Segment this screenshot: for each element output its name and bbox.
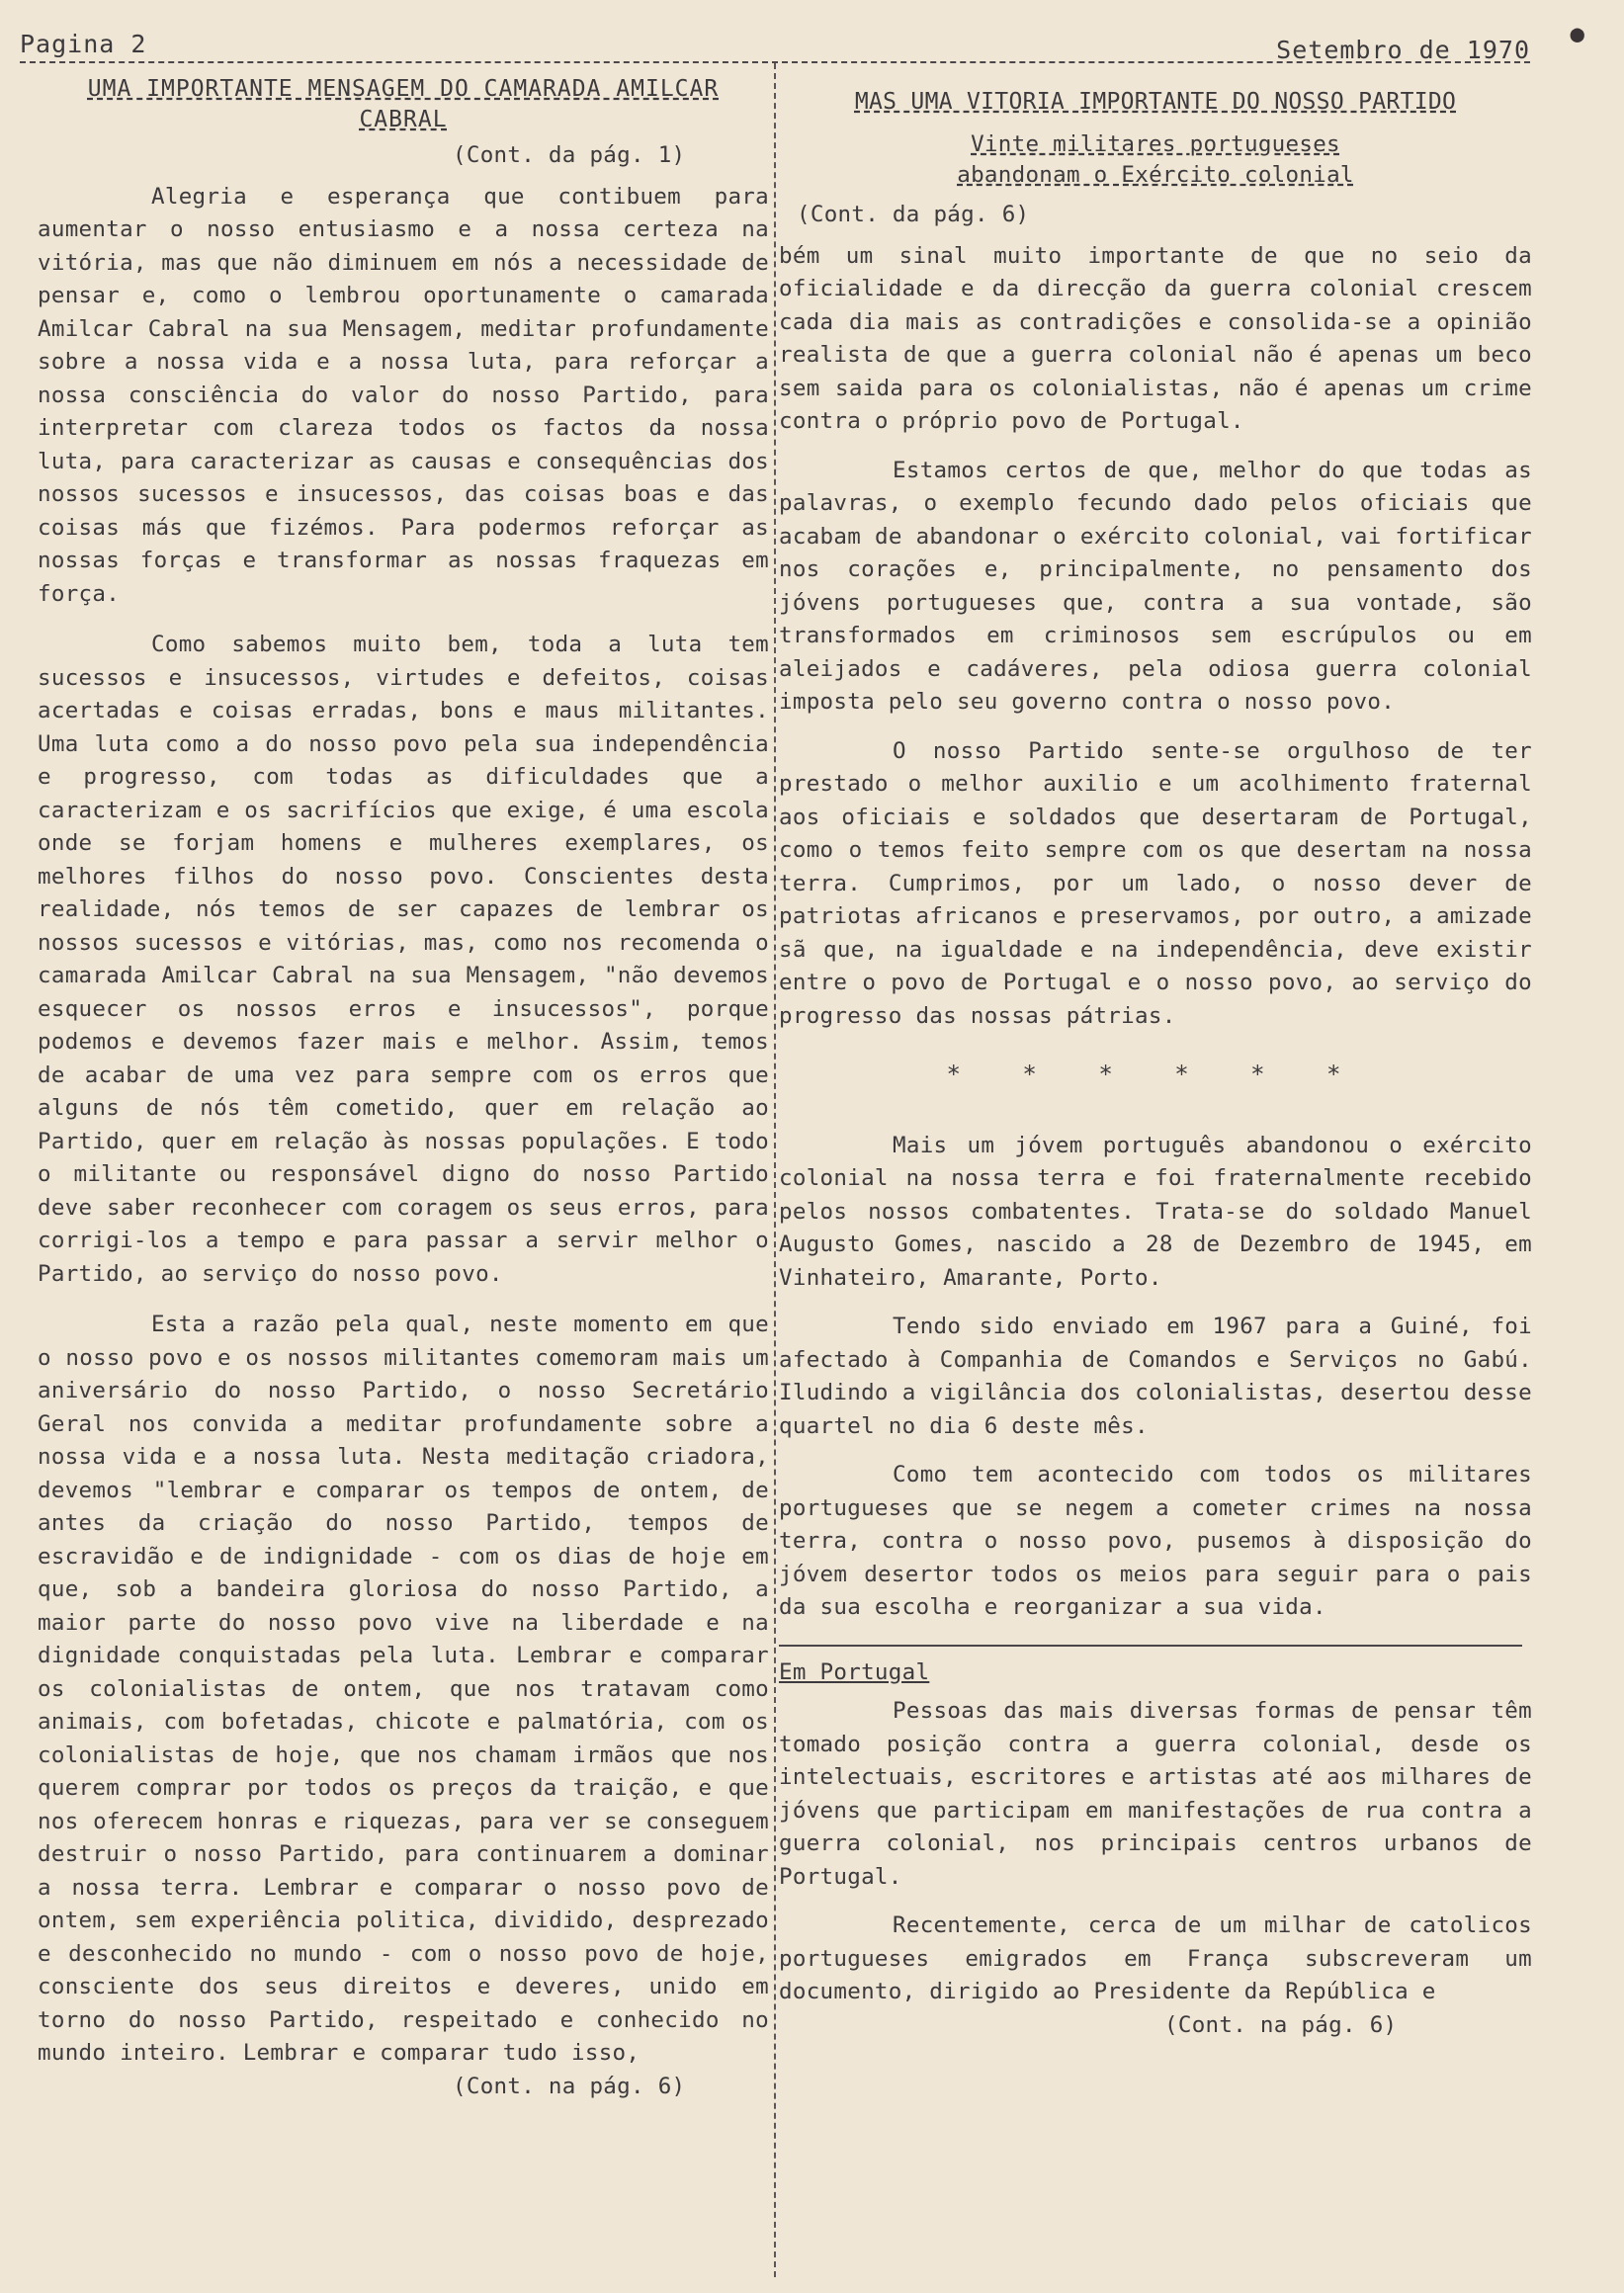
right-paragraph-4: Mais um jóvem português abandonou o exército colonial na nossa terra e foi fraternalmente recebido pelos nossos combatentes. Trata-se do soldado Manuel Augusto Gomes, nascido a 28 de Dezembro de 1945, em Vinhateiro, Amarante, Porto.: [779, 1132, 1532, 1291]
left-article-title: UMA IMPORTANTE MENSAGEM DO CAMARADA AMILCAR CABRAL: [87, 76, 720, 132]
left-paragraph-2: Como sabemos muito bem, toda a luta tem sucessos e insucessos, virtudes e defeitos, coisas acertadas e coisas erradas, bons e maus militantes. Uma luta como a do nosso povo pela sua independência e progresso, com todas as dificuldades que a caracterizam e os sacrifícios que exige, é uma escola onde se forjam homens e mulheres exemplares, os melhores filhos do nosso povo. Conscientes desta realidade, nós temos de ser capazes de lembrar os nossos sucessos e vitórias, mas, como nos recomenda o camarada Amilcar Cabral na sua Mensagem, "não devemos esquecer os nossos erros e insucessos", porque podemos e devemos fazer mais e melhor. Assim, temos de acabar de uma vez para sempre com os erros que alguns de nós têm cometido, quer em relação ao Partido, quer em relação às nossas populações. E todo o militante ou responsável digno do nosso Partido deve saber reconhecer com coragem os seus erros, para corrigi-los a tempo e para passar a servir melhor o Partido, ao serviço do nosso povo.: [38, 632, 769, 1287]
page-number: Pagina 2: [20, 30, 147, 58]
right-continued-from: (Cont. da pág. 6): [797, 202, 1030, 227]
column-divider: [774, 63, 776, 2277]
left-paragraph-3: Esta a razão pela qual, neste momento em que o nosso povo e os nossos militantes comemoram mais um aniversário do nosso Partido, o nosso Secretário Geral nos convida a meditar profundamente sobre a nossa vida e a nossa luta. Nesta meditação criadora, devemos "lembrar e comparar os tempos de ontem, de antes da criação do nosso Partido, tempos de escravidão e de indignidade - com os dias de hoje em que, sob a bandeira gloriosa do nosso Partido, a maior parte do nosso povo vive na liberdade e na dignidade conquistadas pela luta. Lembrar e comparar os colonialistas de ontem, que nos tratavam como animais, com bofetadas, chicote e palmatória, com os colonialistas de hoje, que nos chamam irmãos que nos querem comprar por todos os preços da traição, e que nos oferecem honras e riquezas, para ver se conseguem destruir o nosso Partido, para continuarem a dominar a nossa terra. Lembrar e comparar o nosso povo de ontem, sem experiência politica, dividido, desprezado e desconhecido no mundo - com o nosso povo de hoje, consciente dos seus direitos e deveres, unido em torno do nosso Partido, respeitado e conhecido no mundo inteiro. Lembrar e comparar tudo isso,: [38, 1312, 769, 2066]
right-paragraph-5: Tendo sido enviado em 1967 para a Guiné, foi afectado à Companhia de Comandos e Serviços no Gabú. Iludindo a vigilância dos colonialistas, desertou desse quartel no dia 6 deste mês.: [779, 1314, 1532, 1439]
section-separator-stars: * * * * * *: [946, 1061, 1365, 1088]
left-paragraph-1: Alegria e esperança que contibuem para aumentar o nosso entusiasmo e a nossa certeza na vitória, mas que não diminuem em nós a necessidade de pensar e, como o lembrou oportunamente o camarada Amilcar Cabral na sua Mensagem, meditar profundamente sobre a nossa vida e a nossa luta, para reforçar a nossa consciência do valor do nosso Partido, para interpretar com clareza todos os factos da nossa luta, para caracterizar as causas e consequências dos nossos sucessos e insucessos, das coisas boas e das coisas más que fizémos. Para podermos reforçar as nossas forças e transformar as nossas fraquezas em força.: [38, 183, 769, 607]
issue-date: Setembro de 1970: [1276, 36, 1530, 64]
ink-blot-icon: ●: [1570, 20, 1584, 47]
page-header: [20, 30, 1530, 63]
right-paragraph-6: Como tem acontecido com todos os militares portugueses que se negem a cometer crimes na nossa terra, contra o nosso povo, pusemos à disposição do jóvem desertor todos os meios para seguir para o pais da sua escolha e reorganizar a sua vida.: [779, 1462, 1532, 1620]
right-paragraph-7: Pessoas das mais diversas formas de pensar têm tomado posição contra a guerra colonial, desde os intelectuais, escritores e artistas até aos milhares de jóvens que participam em manifestações de rua contra a guerra colonial, nos principais centros urbanos de Portugal.: [779, 1698, 1532, 1890]
left-column: [38, 74, 769, 2103]
right-paragraph-8: Recentemente, cerca de um milhar de catolicos portugueses emigrados em França subscreveram um documento, dirigido ao Presidente da República e: [779, 1912, 1532, 2004]
right-subtitle-line-1: Vinte militares portugueses: [971, 131, 1340, 157]
right-paragraph-3: O nosso Partido sente-se orgulhoso de ter prestado o melhor auxilio e um acolhimento fraternal aos oficiais e soldados que desertaram de Portugal, como o temos feito sempre com os que desertam na nossa terra. Cumprimos, por um lado, o nosso dever de patriotas africanos e preservamos, por outro, a amizade sã que, na igualdade e na independência, deve existir entre o povo de Portugal e o nosso povo, ao serviço do progresso das nossas pátrias.: [779, 737, 1532, 1029]
left-continued-from: (Cont. da pág. 1): [453, 142, 686, 168]
left-continued-on: (Cont. na pág. 6): [453, 2073, 686, 2099]
right-continued-on: (Cont. na pág. 6): [1164, 2011, 1398, 2038]
right-paragraph-2: Estamos certos de que, melhor do que todas as palavras, o exemplo fecundo dado pelos oficiais que acabam de abandonar o exército colonial, vai fortificar nos corações e, principalmente, no pensamento dos jóvens portugueses que, contra a sua vontade, são transformados em criminosos sem escrúpulos ou em aleijados e cadáveres, pela odiosa guerra colonial imposta pelo seu governo contra o nosso povo.: [779, 457, 1532, 715]
right-column: [779, 87, 1532, 2042]
right-article-title: MAS UMA VITORIA IMPORTANTE DO NOSSO PARTIDO: [854, 89, 1457, 115]
section-rule: [779, 1645, 1522, 1647]
right-paragraph-1: bém um sinal muito importante de que no seio da oficialidade e da direcção da guerra colonial crescem cada dia mais as contradições e consolida-se a opinião realista de que a guerra colonial não é apenas um beco sem saida para os colonialistas, não é apenas um crime contra o próprio povo de Portugal.: [779, 242, 1532, 434]
right-subtitle-line-2: abandonam o Exército colonial: [957, 162, 1354, 188]
section-title-em-portugal: Em Portugal: [779, 1658, 930, 1685]
